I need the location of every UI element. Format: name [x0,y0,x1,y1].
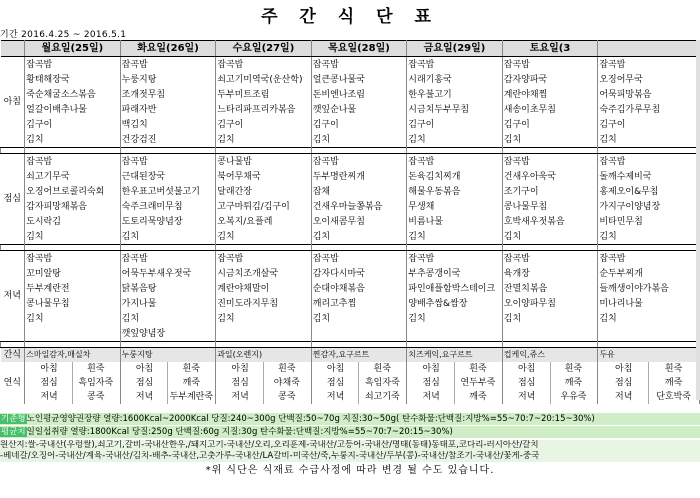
menu-item: 김치 [407,229,503,245]
meal-row [1,214,700,229]
porridge-meal: 아침 [504,362,551,376]
meal-row [1,57,700,73]
snack-item: 찐감자,요구르트 [311,348,407,363]
weekly-menu-table [0,40,700,404]
menu-item: 김치 [120,311,216,326]
menu-item: 숙주김가루무침 [598,102,700,117]
elder-nutrition-row [0,413,700,425]
menu-item: 돈비엔나조림 [311,87,407,102]
meal-row [1,72,700,87]
menu-item: 깻잎양념장 [120,326,216,342]
menu-item: 어묵피망볶음 [598,87,700,102]
menu-item: 쇠고기미역국(운산학) [216,72,312,87]
porridge-type: 흰죽 [87,364,105,374]
snack-item: 두유 [598,348,700,363]
menu-item [502,326,598,342]
menu-item: 김치 [502,311,598,326]
menu-item: 얼큰콩나물국 [311,72,407,87]
snack-item: 스마일감자,매실차 [25,348,121,363]
menu-item: 김치 [311,132,407,148]
menu-item: 오복지/요플레 [216,214,312,229]
porridge-cell [25,376,121,390]
porridge-type: 쇠고기죽 [364,392,400,402]
porridge-cell [598,376,700,390]
menu-item: 오징어무국 [598,72,700,87]
day-header: 토요일(3 [502,41,598,57]
menu-item [407,326,503,342]
porridge-type: 단호박죽 [656,392,691,402]
porridge-type: 야채죽 [273,378,300,388]
meal-row [1,296,700,311]
meal-row [1,117,700,132]
porridge-meal: 아침 [26,362,73,376]
menu-item: 잡곡밥 [407,154,503,170]
menu-item: 파인애플함박스테이크 [407,281,503,296]
porridge-meal: 점심 [26,376,73,390]
meal-row [1,154,700,170]
meal-row [1,281,700,296]
menu-item: 김치 [120,229,216,245]
menu-item: 호박새우젓볶음 [502,214,598,229]
porridge-cell [216,376,312,390]
menu-item: 김치 [598,132,700,148]
porridge-cell [216,390,312,404]
porridge-meal: 저녁 [504,390,551,404]
menu-period: 기간 2016.4.25 ~ 2016.5.1 [0,30,127,40]
porridge-type: 흰죽 [278,364,296,374]
porridge-type: 흰죽 [664,364,683,374]
origin-line: -베네갈/오징어-국내산/계육-국내산/김치-배추-국내산,고춧가루-국내산/LA갈비-미국산/죽,누룽지-국내산/두부(콩)-국내산/참조기-국내산/꽃게-중국 [0,451,540,461]
menu-item: 잡곡밥 [502,57,598,73]
porridge-meal: 점심 [408,376,455,390]
menu-item: 순두부찌개 [598,266,700,281]
menu-item: 쇠고기무국 [25,169,121,184]
meal-label: 저녁 [1,251,25,342]
porridge-meal: 저녁 [26,390,73,404]
menu-item: 김치 [502,229,598,245]
menu-item: 감자양파국 [502,72,598,87]
meal-row [1,311,700,326]
origin-info [0,440,700,462]
menu-item [598,326,700,342]
menu-item: 순대야채볶음 [311,281,407,296]
menu-item [311,326,407,342]
menu-item: 숙주크래미무침 [120,199,216,214]
menu-item: 잡곡밥 [25,251,121,267]
porridge-cell [407,390,503,404]
porridge-meal: 점심 [599,376,649,390]
menu-item: 김구이 [216,117,312,132]
menu-item: 잡곡밥 [216,57,312,73]
menu-item: 잡곡밥 [502,251,598,267]
snack-row [1,348,700,363]
menu-item: 닭볶음탕 [120,281,216,296]
menu-item: 잔멸치볶음 [502,281,598,296]
menu-item: 잡곡밥 [311,154,407,170]
meal-row [1,169,700,184]
menu-item: 김치 [216,311,312,326]
meal-row [1,184,700,199]
menu-item: 잡곡밥 [598,57,700,73]
menu-item: 김구이 [407,117,503,132]
porridge-cell [598,390,700,404]
menu-item: 건강검진 [120,132,216,148]
menu-item: 김치 [25,229,121,245]
menu-item: 얼갈이배추나물 [25,102,121,117]
menu-item: 새송이초무침 [502,102,598,117]
porridge-meal: 점심 [217,376,264,390]
menu-item: 계란야채말이 [216,281,312,296]
menu-item: 누룽지탕 [120,72,216,87]
header-corner [1,41,25,57]
menu-item: 홍제오이&무침 [598,184,700,199]
menu-item: 도시락김 [25,214,121,229]
menu-item: 콩나물무침 [502,199,598,214]
menu-item: 파래자반 [120,102,216,117]
menu-item: 미나리나물 [598,296,700,311]
porridge-cell [502,390,598,404]
menu-item: 김치 [25,132,121,148]
menu-item: 감자다시마국 [311,266,407,281]
snack-label: 간식 [1,348,25,363]
menu-item: 잡곡밥 [598,154,700,170]
porridge-row [1,362,700,376]
meal-label: 아침 [1,57,25,148]
porridge-row [1,376,700,390]
porridge-type: 흰죽 [373,364,392,374]
porridge-meal: 점심 [122,376,169,390]
menu-item: 황태해장국 [25,72,121,87]
porridge-meal: 저녁 [122,390,169,404]
menu-item: 죽순채굴소스볶음 [25,87,121,102]
porridge-type: 흰죽 [469,364,487,374]
menu-item: 시금치두부무침 [407,102,503,117]
menu-item: 김치 [598,229,700,245]
porridge-type: 흑임자죽 [364,378,400,388]
porridge-type: 콩죽 [87,392,105,402]
menu-item: 어묵두부새우젓국 [120,266,216,281]
menu-item: 조기구이 [502,184,598,199]
menu-item [216,326,312,342]
porridge-cell [311,390,407,404]
porridge-type: 우유죽 [560,392,587,402]
menu-item: 김치 [216,132,312,148]
porridge-cell [502,362,598,376]
meal-row [1,199,700,214]
porridge-type: 깨죽 [469,392,487,402]
snack-item: 누룽지탕 [120,348,216,363]
meal-row [1,266,700,281]
menu-item: 계란야채찜 [502,87,598,102]
menu-item: 양배추쌈&쌈장 [407,296,503,311]
meal-row [1,251,700,267]
menu-item: 오이새콤무침 [311,214,407,229]
porridge-cell [120,376,216,390]
porridge-meal: 아침 [217,362,264,376]
menu-item: 김치 [311,311,407,326]
menu-item: 한우불고기 [407,87,503,102]
menu-item: 잡곡밥 [407,57,503,73]
porridge-type: 깨죽 [182,378,200,388]
menu-item: 김치 [216,229,312,245]
menu-item: 잡곡밥 [120,154,216,170]
snack-item: 컵케익,쥬스 [502,348,598,363]
porridge-cell [407,362,503,376]
menu-item: 부추콩갱이국 [407,266,503,281]
menu-item: 김치 [311,229,407,245]
porridge-meal: 아침 [122,362,169,376]
origin-line: 원산지:쌀-국내산(우렁쌀),쇠고기,갈비-국내산한우,/돼지고기-국내산/오리,오리훈제-국내산/고등어-국내산/명태(동태)동태포,코다리-러시아산/갈치 [0,440,539,450]
porridge-type: 깨죽 [664,378,683,388]
menu-item: 꼬미알탕 [25,266,121,281]
porridge-meal: 아침 [313,362,360,376]
adult-nutrition-tag: 평균치 [1,427,26,437]
menu-item [25,326,121,342]
porridge-cell [216,362,312,376]
menu-item: 김구이 [311,117,407,132]
menu-item: 두부계란전 [25,281,121,296]
menu-item: 고구마튀김/김구이 [216,199,312,214]
porridge-type: 흰죽 [182,364,200,374]
menu-item: 북어무채국 [216,169,312,184]
menu-item: 김치 [407,132,503,148]
menu-item: 시금치조개살국 [216,266,312,281]
porridge-type: 콩죽 [278,392,296,402]
adult-nutrition-row [0,426,700,438]
change-notice: *위 식단은 식재료 수급사정에 따라 변경 될 수도 있습니다. [205,465,495,476]
menu-item: 깻잎순나물 [311,102,407,117]
porridge-cell [120,390,216,404]
menu-item: 오이양파무침 [502,296,598,311]
menu-item: 잡채 [311,184,407,199]
porridge-type: 연두부죽 [460,378,496,388]
menu-item: 김치 [502,132,598,148]
porridge-cell [25,390,121,404]
page-title: 주 간 식 단 표 [261,7,439,27]
menu-item: 조개젓무침 [120,87,216,102]
snack-item: 치즈케익,요구르트 [407,348,503,363]
day-header: 화요일(26일) [120,41,216,57]
menu-item: 잡곡밥 [120,57,216,73]
porridge-type: 흰죽 [564,364,583,374]
day-header-row [1,41,700,57]
menu-item: 진미도라지무침 [216,296,312,311]
meal-row [1,229,700,245]
menu-item: 잡곡밥 [120,251,216,267]
menu-item: 잡곡밥 [598,251,700,267]
day-header [598,41,700,57]
menu-item: 비타민무침 [598,214,700,229]
menu-item: 김구이 [502,117,598,132]
menu-item: 콩나물무침 [25,296,121,311]
menu-item: 오징어브로콜리숙회 [25,184,121,199]
porridge-type: 두부계란죽 [169,392,214,402]
menu-item: 가지구이양념장 [598,199,700,214]
day-header: 목요일(28일) [311,41,407,57]
menu-item: 도토리묵양념장 [120,214,216,229]
porridge-cell [311,362,407,376]
porridge-meal: 저녁 [217,390,264,404]
menu-item: 달래간장 [216,184,312,199]
menu-item: 시래기홍국 [407,72,503,87]
menu-item: 잡곡밥 [216,251,312,267]
porridge-type: 깨죽 [564,378,583,388]
menu-item: 백김치 [120,117,216,132]
porridge-meal: 저녁 [408,390,455,404]
menu-item: 김치 [25,311,121,326]
porridge-meal: 점심 [313,376,360,390]
menu-item: 두부명란찌개 [311,169,407,184]
meal-label: 점심 [1,154,25,245]
snack-item: 과일(오렌지) [216,348,312,363]
porridge-meal: 저녁 [313,390,360,404]
menu-item: 김치 [407,311,503,326]
menu-item: 근대된장국 [120,169,216,184]
menu-item: 들깨생이야가볶음 [598,281,700,296]
menu-item: 느타리파프리카볶음 [216,102,312,117]
menu-item: 잡곡밥 [407,251,503,267]
menu-item: 육개장 [502,266,598,281]
day-header: 금요일(29일) [407,41,503,57]
menu-item: 해물우동볶음 [407,184,503,199]
menu-item: 김구이 [25,117,121,132]
menu-item: 비름나물 [407,214,503,229]
porridge-meal: 아침 [599,362,649,376]
menu-item: 콩나물밥 [216,154,312,170]
porridge-cell [25,362,121,376]
menu-item: 건새우아욱국 [502,169,598,184]
menu-item: 잡곡밥 [311,57,407,73]
porridge-meal: 저녁 [599,390,649,404]
meal-row [1,87,700,102]
meal-row [1,102,700,117]
meal-row [1,132,700,148]
menu-item: 잡곡밥 [25,154,121,170]
porridge-label: 연식 [1,362,25,404]
porridge-cell [598,362,700,376]
menu-item: 돈육김치찌개 [407,169,503,184]
porridge-cell [120,362,216,376]
menu-item: 깨리고추찜 [311,296,407,311]
menu-item: 김치 [598,311,700,326]
porridge-cell [311,376,407,390]
porridge-type: 흑임자죽 [78,378,114,388]
menu-item: 무생채 [407,199,503,214]
day-header: 월요일(25일) [25,41,121,57]
menu-item: 잡곡밥 [25,57,121,73]
porridge-meal: 점심 [504,376,551,390]
sheet-edge [696,40,700,400]
porridge-row [1,390,700,404]
menu-item: 감자피망채볶음 [25,199,121,214]
menu-item: 건새우마늘쫑볶음 [311,199,407,214]
day-header: 수요일(27일) [216,41,312,57]
elder-nutrition-text: 노인평균영양권장량 열량:1600Kcal~2000Kcal 당질:240~300g 단백질:50~70g 지질:30~50g( 탄수화물:단백질:지방%=55~70:7~20:15~30%) [26,414,595,424]
menu-item: 두부미트조림 [216,87,312,102]
porridge-cell [407,376,503,390]
menu-item: 돌깨수제비국 [598,169,700,184]
porridge-meal: 아침 [408,362,455,376]
adult-nutrition-text: 일일섭취량 열량:1800Kcal 당질:250g 단백질:60g 지질:30g 탄수화물:단백질:지방%=55~70:7~20:15~30%) [26,427,453,437]
menu-item: 가지나물 [120,296,216,311]
menu-item: 잡곡밥 [311,251,407,267]
meal-row [1,326,700,342]
elder-nutrition-tag: 기준형 [1,414,26,424]
menu-item: 김구이 [598,117,700,132]
menu-item: 잡곡밥 [502,154,598,170]
porridge-cell [502,376,598,390]
menu-item: 한우표고버섯불고기 [120,184,216,199]
